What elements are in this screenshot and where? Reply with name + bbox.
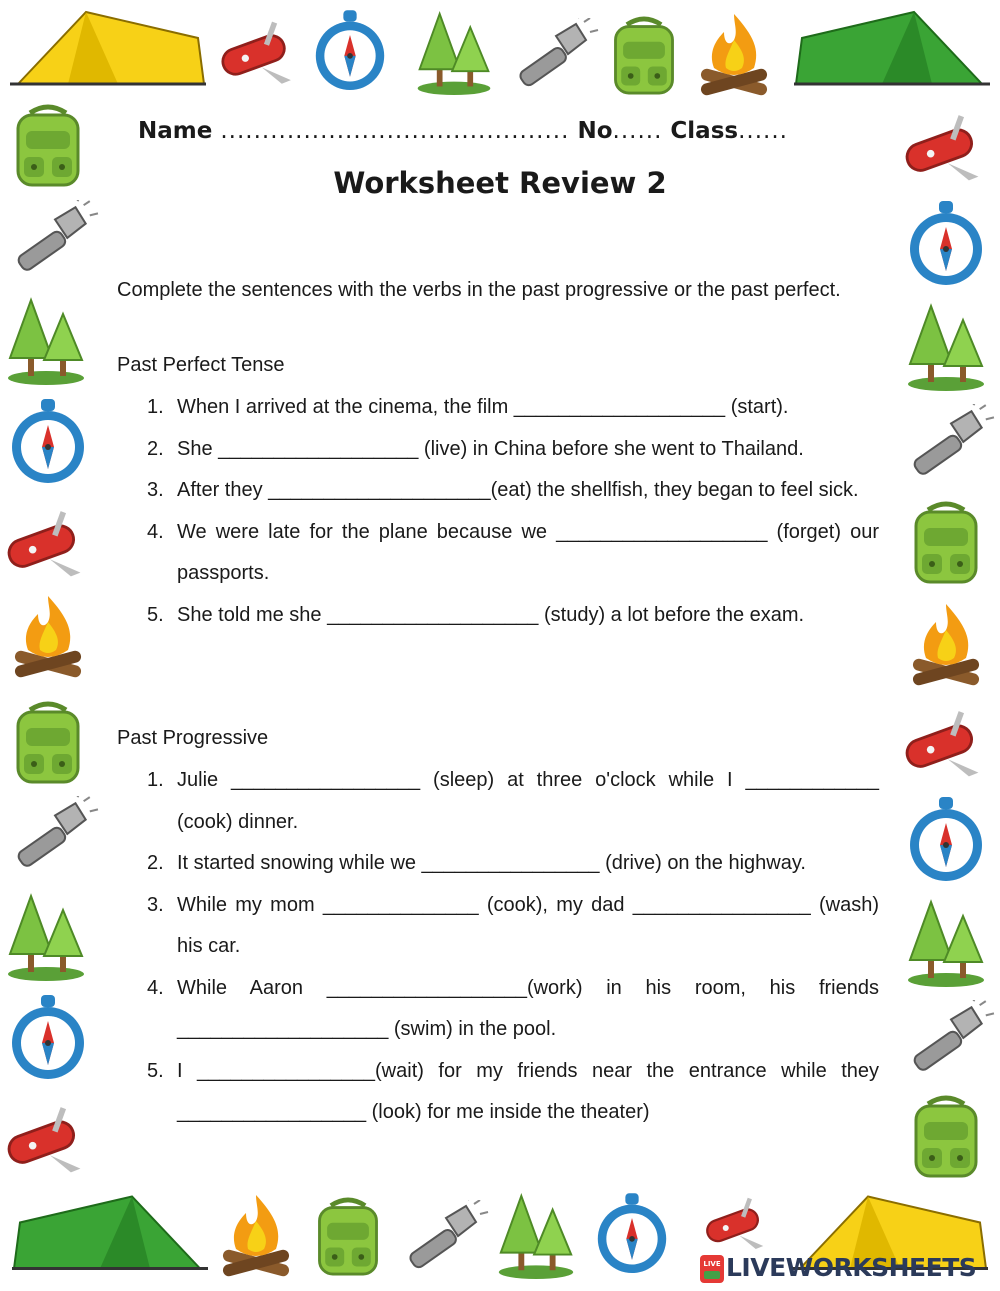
list-item — [147, 429, 879, 471]
item-text[interactable]: While my mom ______________ (cook), my dad ________________ (wash) his car. — [177, 893, 879, 957]
item-text[interactable]: She told me she ___________________ (study) a lot before the exam. — [177, 603, 805, 626]
past-progressive-list — [147, 760, 879, 1134]
section-heading-past-progressive: Past Progressive — [117, 727, 269, 749]
list-item — [147, 512, 879, 595]
item-text[interactable]: She __________________ (live) in China before she went to Thailand. — [177, 437, 804, 460]
live-badge-text: LIVE — [703, 1260, 721, 1268]
name-field[interactable]: .......................................... — [220, 118, 570, 144]
name-label: Name — [138, 118, 213, 144]
section-heading-past-perfect: Past Perfect Tense — [117, 354, 285, 376]
item-number: 3. — [147, 893, 164, 916]
number-field[interactable]: ...... — [612, 118, 663, 144]
page-title: Worksheet Review 2 — [333, 166, 667, 200]
number-label: No — [577, 118, 613, 144]
class-label: Class — [670, 118, 739, 144]
class-field[interactable]: ...... — [738, 118, 788, 144]
item-number: 2. — [147, 852, 164, 874]
instructions: Complete the sentences with the verbs in the past progressive or the past perfect. — [117, 279, 841, 301]
list-item — [147, 387, 879, 429]
list-item — [147, 470, 879, 512]
item-number: 5. — [147, 1059, 164, 1082]
liveworksheets-logo[interactable] — [700, 1253, 995, 1285]
item-text[interactable]: I ________________(wait) for my friends near the entrance while they _________________ (look) for me inside the theater) — [177, 1059, 879, 1123]
item-text[interactable]: While Aaron __________________(work) in his room, his friends ___________________ (swim) in the pool. — [177, 976, 879, 1040]
past-perfect-list — [147, 387, 879, 636]
item-number: 2. — [147, 437, 164, 460]
list-item — [147, 1051, 879, 1134]
item-text[interactable]: When I arrived at the cinema, the film ___________________ (start). — [177, 396, 789, 418]
list-item — [147, 843, 879, 885]
list-item — [147, 885, 879, 968]
logo-text: LIVEWORKSHEETS — [726, 1253, 977, 1282]
item-text[interactable]: It started snowing while we ________________ (drive) on the highway. — [177, 852, 806, 874]
item-text[interactable]: We were late for the plane because we ___________________ (forget) our passports. — [177, 520, 879, 584]
item-number: 1. — [147, 396, 164, 418]
list-item — [147, 760, 879, 843]
item-number: 4. — [147, 976, 164, 999]
item-text[interactable]: Julie _________________ (sleep) at three o'clock while I ____________ (cook) dinner. — [177, 769, 879, 833]
item-text[interactable]: After they ____________________(eat) the shellfish, they began to feel sick. — [177, 479, 859, 501]
list-item — [147, 595, 879, 637]
live-badge-icon — [700, 1255, 724, 1283]
student-info-line — [138, 118, 878, 144]
item-number: 4. — [147, 520, 164, 543]
item-number: 5. — [147, 603, 164, 626]
item-number: 3. — [147, 479, 164, 501]
item-number: 1. — [147, 769, 164, 791]
list-item — [147, 968, 879, 1051]
